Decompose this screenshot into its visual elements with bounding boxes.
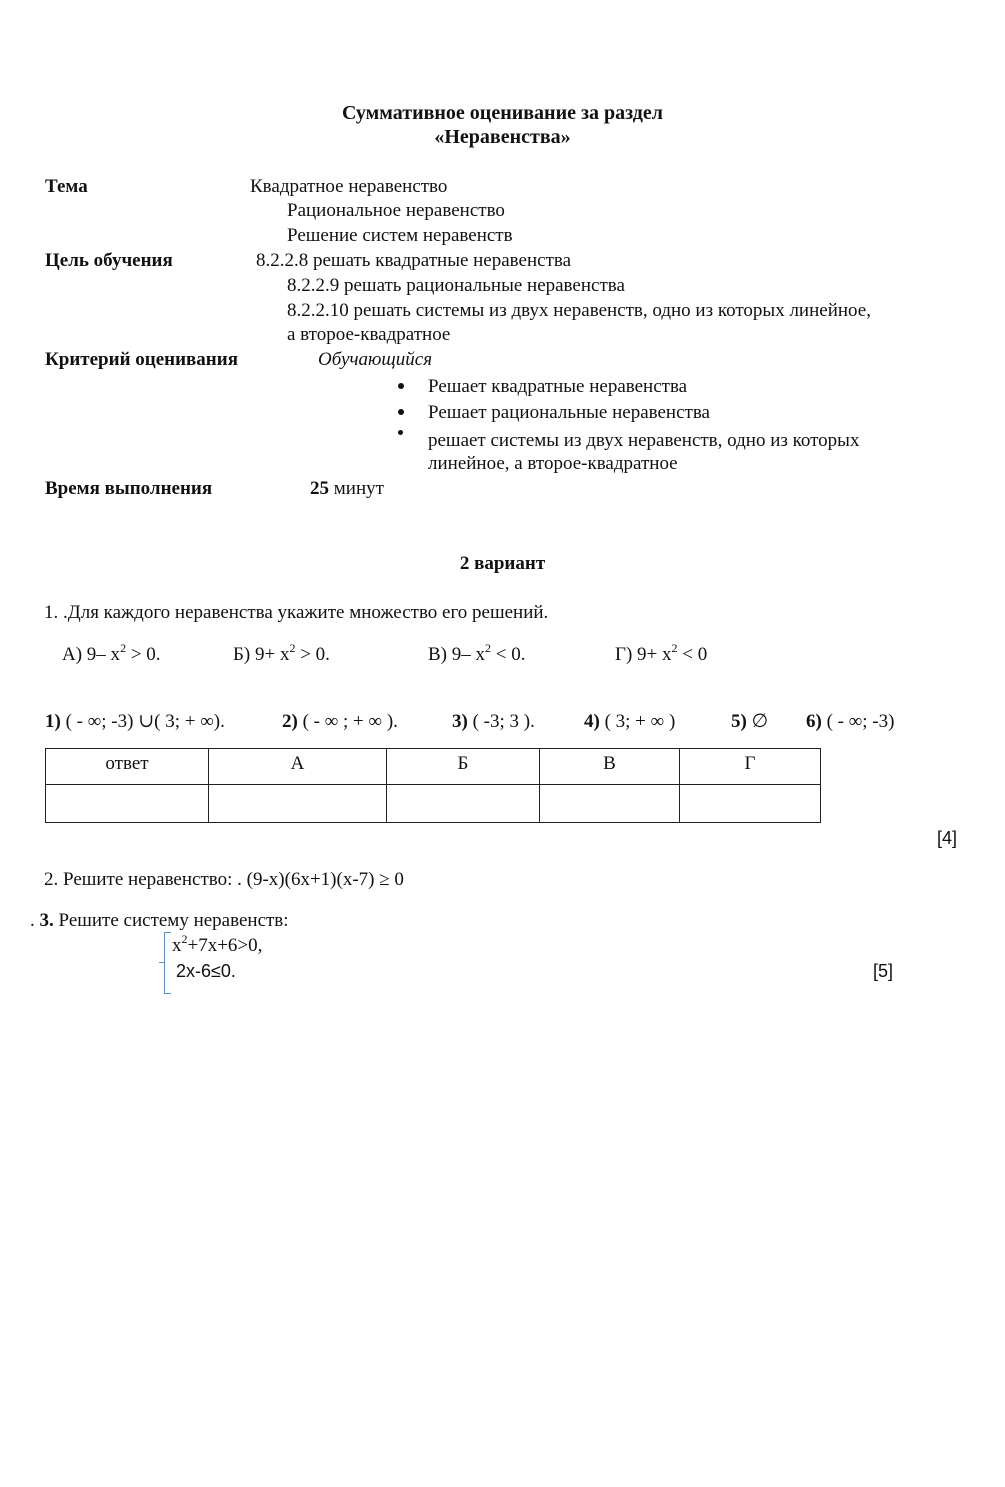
option-1 (45, 712, 225, 731)
title-line-2: «Неравенства» (434, 126, 571, 148)
table-header-row (46, 749, 821, 785)
option-6 (806, 712, 894, 731)
ineq-text: В) 9– x (428, 644, 485, 665)
table-header-cell: В (540, 749, 680, 785)
criteria-intro: Обучающийся (318, 349, 433, 370)
inequality-v (428, 641, 526, 665)
option-text: ( - ∞; -3) (821, 711, 895, 732)
ineq-text: Г) 9+ x (615, 644, 672, 665)
title-line-1: Суммативное оценивание за раздел (341, 102, 664, 124)
exponent: 2 (671, 641, 678, 655)
answer-cell[interactable] (387, 785, 540, 823)
topic-item: Рациональное неравенство (287, 200, 505, 221)
topic-item: Решение систем неравенств (287, 225, 513, 246)
time-unit: минут (333, 478, 384, 499)
option-text: ∅ (746, 711, 769, 732)
goal-item: а второе-квадратное (287, 324, 451, 345)
ineq-text: > 0. (295, 644, 330, 665)
bullet-icon (398, 383, 404, 389)
time-value (310, 479, 384, 498)
inequality-a (62, 641, 161, 665)
option-text: ( -3; 3 ). (467, 711, 535, 732)
goal-item: 8.2.2.8 решать квадратные неравенства (256, 250, 572, 271)
answer-table (45, 748, 821, 823)
table-header-cell: Б (387, 749, 540, 785)
system-brace (164, 932, 171, 994)
criteria-item: решает системы из двух неравенств, одно из которых (428, 430, 860, 451)
option-num: 5) (731, 711, 747, 732)
ineq-text: < 0. (491, 644, 526, 665)
task3-prefix: . (30, 910, 40, 931)
exponent: 2 (181, 932, 188, 946)
task3-heading (30, 911, 289, 930)
topic-item: Квадратное неравенство (250, 176, 448, 197)
topic-label: Тема (45, 176, 88, 197)
eq-text: +7x+6>0, (187, 935, 263, 956)
criteria-label: Критерий оценивания (45, 349, 238, 370)
option-text: ( - ∞ ; + ∞ ). (297, 711, 398, 732)
task3-prompt: Решите систему неравенств: (53, 910, 289, 931)
criteria-item: линейное, а второе-квадратное (428, 453, 678, 474)
inequality-b (233, 641, 330, 665)
variant-heading: 2 вариант (459, 553, 546, 574)
system-eq1 (172, 932, 263, 956)
task1-prompt: 1. .Для каждого неравенства укажите множество его решений. (44, 602, 549, 623)
ineq-text: А) 9– x (62, 644, 121, 665)
ineq-text: > 0. (126, 644, 161, 665)
bullet-icon (398, 430, 403, 435)
option-2 (282, 712, 398, 731)
criteria-item: Решает рациональные неравенства (428, 402, 710, 423)
option-num: 3) (452, 711, 468, 732)
table-header-cell: А (209, 749, 387, 785)
ineq-text: < 0 (677, 644, 708, 665)
table-header-cell: Г (680, 749, 821, 785)
option-num: 1) (45, 711, 61, 732)
option-num: 6) (806, 711, 822, 732)
answer-cell[interactable] (209, 785, 387, 823)
goal-label: Цель обучения (45, 250, 173, 271)
option-4 (584, 712, 675, 731)
time-number: 25 (310, 478, 329, 499)
criteria-item: Решает квадратные неравенства (428, 376, 688, 397)
answer-cell[interactable] (46, 785, 209, 823)
option-num: 2) (282, 711, 298, 732)
exponent: 2 (120, 641, 127, 655)
task1-score: [4] (937, 828, 958, 848)
table-row (46, 785, 821, 823)
bullet-icon (398, 409, 404, 415)
exponent: 2 (289, 641, 296, 655)
option-text: ( - ∞; -3) ∪( 3; + ∞). (60, 711, 225, 732)
task3-number: 3. (39, 910, 54, 931)
system-brace-tick (159, 962, 164, 963)
table-header-cell: ответ (46, 749, 209, 785)
answer-cell[interactable] (680, 785, 821, 823)
ineq-text: Б) 9+ x (233, 644, 290, 665)
goal-item: 8.2.2.10 решать системы из двух неравенств, одно из которых линейное, (287, 300, 871, 321)
option-num: 4) (584, 711, 600, 732)
inequality-g (615, 641, 708, 665)
goal-item: 8.2.2.9 решать рациональные неравенства (287, 275, 625, 296)
time-label: Время выполнения (45, 478, 213, 499)
task2-prompt: 2. Решите неравенство: . (9-x)(6x+1)(x-7) ≥ 0 (44, 869, 404, 890)
option-text: ( 3; + ∞ ) (599, 711, 676, 732)
option-5 (731, 712, 768, 731)
answer-cell[interactable] (540, 785, 680, 823)
task3-score: [5] (873, 961, 894, 981)
eq-text: x (172, 935, 182, 956)
exponent: 2 (485, 641, 491, 655)
option-3 (452, 712, 535, 731)
system-eq2: 2x-6≤0. (176, 961, 236, 981)
